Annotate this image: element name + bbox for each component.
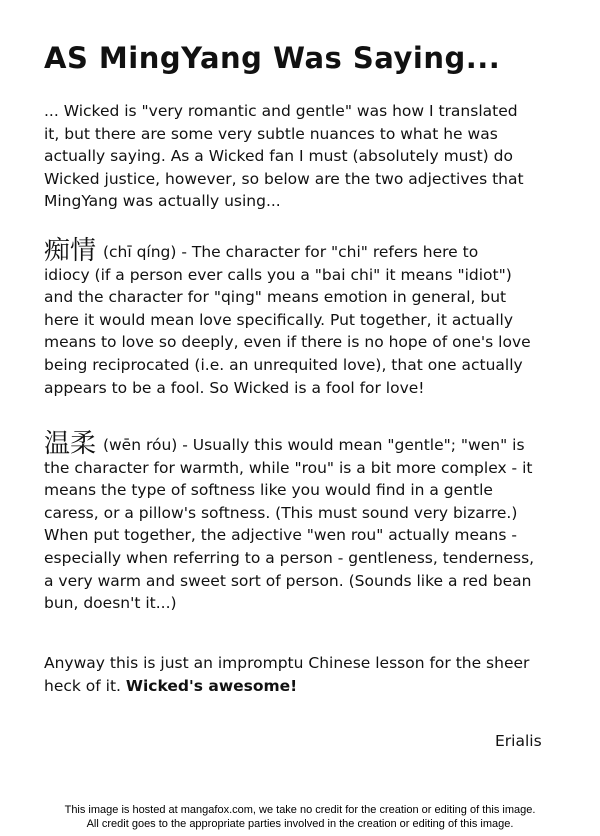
term-wen-rou-paragraph: [44, 429, 564, 615]
text-line: [44, 429, 564, 459]
text-line: actually saying. As a Wicked fan I must (absolutely must) do: [44, 147, 513, 166]
text-line: Wicked justice, however, so below are the two adjectives that: [44, 169, 524, 188]
text-line: When put together, the adjective "wen rou" actually means -: [44, 526, 517, 545]
text-line: means to love so deeply, even if there is no hope of one's love: [44, 333, 531, 352]
closing-paragraph: [44, 652, 564, 697]
text-line: idiocy (if a person ever calls you a "bai chi" it means "idiot"): [44, 265, 512, 284]
text-line: especially when referring to a person - gentleness, tenderness,: [44, 548, 535, 567]
text-line: caress, or a pillow's softness. (This must sound very bizarre.): [44, 503, 518, 522]
text-line: bun, doesn't it...): [44, 594, 177, 613]
signature: Erialis: [495, 732, 542, 750]
text-line: ... Wicked is "very romantic and gentle" was how I translated: [44, 102, 518, 120]
text-line: means the type of softness like you would find in a gentle: [44, 481, 493, 500]
credit-line: All credit goes to the appropriate parties involved in the creation or editing of this image.: [86, 818, 514, 830]
text-line: Anyway this is just an impromptu Chinese lesson for the sheer: [44, 654, 530, 672]
text-line: being reciprocated (i.e. an unrequited love), that one actually: [44, 355, 523, 374]
text-line: the character for warmth, while "rou" is a bit more complex - it: [44, 458, 533, 477]
intro-paragraph: [44, 100, 564, 213]
credit-line: This image is hosted at mangafox.com, we take no credit for the creation or editing of this image.: [64, 804, 536, 816]
text-line: MingYang was actually using...: [44, 192, 281, 211]
term-hanzi-wen-rou: 温柔: [44, 429, 97, 459]
page-title: AS MingYang Was Saying...: [44, 41, 501, 75]
text-line: and the character for "qing" means emotion in general, but: [44, 288, 507, 307]
text-line: [44, 236, 564, 266]
closing-prefix: heck of it.: [44, 676, 126, 695]
term-hanzi-chi-qing: 痴情: [44, 236, 97, 266]
text-line: a very warm and sweet sort of person. (Sounds like a red bean: [44, 571, 532, 590]
hosting-credit-footer: [0, 803, 600, 831]
text-line: it, but there are some very subtle nuances to what he was: [44, 124, 498, 143]
term-chi-qing-intro: (chī qíng) - The character for "chi" refers here to: [98, 243, 479, 261]
closing-emphasis: Wicked's awesome!: [125, 676, 298, 695]
term-wen-rou-intro: (wēn róu) - Usually this would mean "gentle"; "wen" is: [98, 436, 525, 454]
term-chi-qing-paragraph: [44, 236, 564, 399]
text-line: here it would mean love specifically. Put together, it actually: [44, 310, 514, 329]
text-line: appears to be a fool. So Wicked is a fool for love!: [44, 378, 425, 397]
text-line: [44, 675, 564, 698]
